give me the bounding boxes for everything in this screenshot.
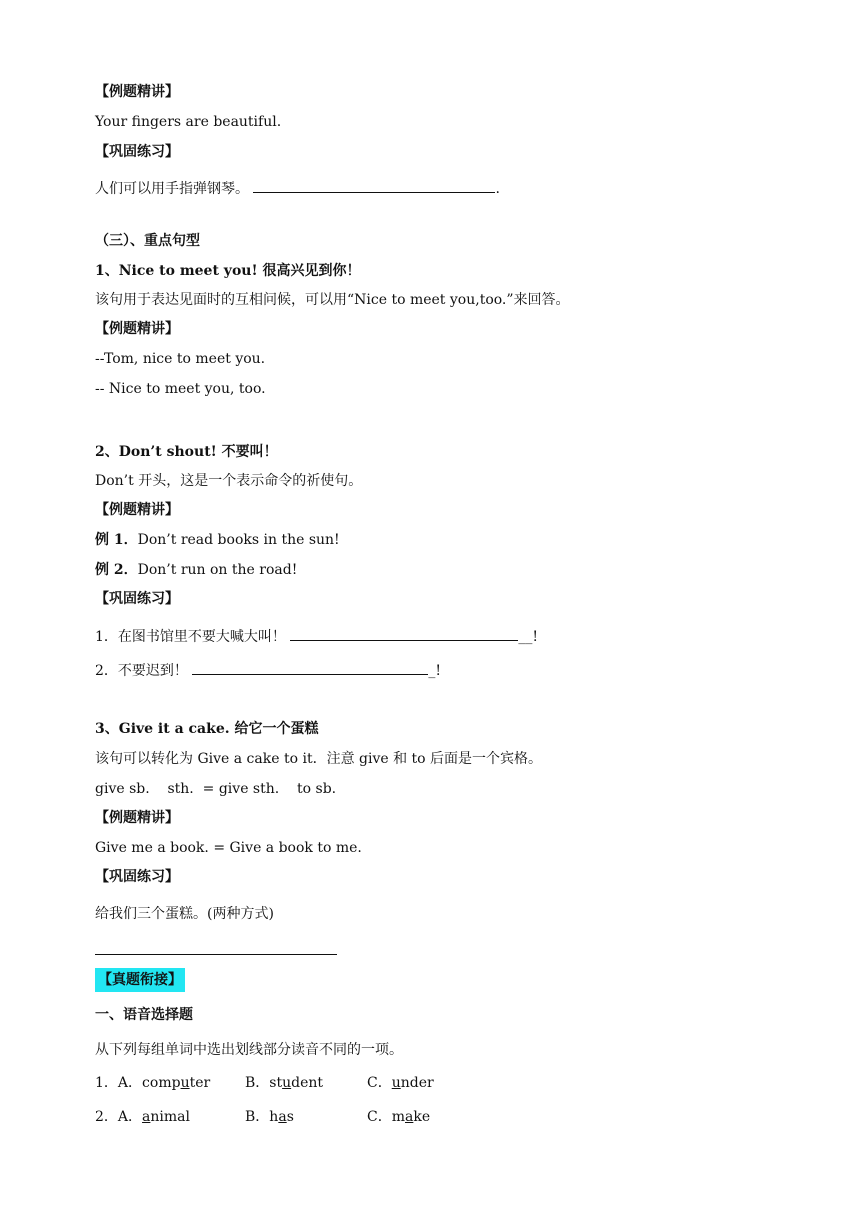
pattern-1-title: 1、Nice to meet you! 很高兴见到你！ <box>95 263 361 279</box>
option-b[interactable] <box>245 1107 367 1127</box>
answer-blank[interactable] <box>290 626 518 641</box>
option-b[interactable] <box>245 1073 367 1093</box>
question-2-end: _! <box>428 663 442 679</box>
answer-blank[interactable] <box>253 178 495 193</box>
word-part: ke <box>413 1109 431 1125</box>
section-title: （三）、重点句型 <box>95 233 200 249</box>
option-c[interactable] <box>367 1073 434 1093</box>
option-label: A． <box>117 1075 143 1091</box>
practice-heading: 【巩固练习】 <box>95 144 179 160</box>
practice-heading: 【巩固练习】 <box>95 869 179 885</box>
part-1-title: 一、语音选择题 <box>95 1007 193 1023</box>
question-row-1 <box>95 1073 434 1093</box>
example-heading: 【例题精讲】 <box>95 84 179 100</box>
option-label: C． <box>367 1109 392 1125</box>
word-part: m <box>391 1109 405 1125</box>
pattern-2-title: 2、Don’t shout! 不要叫！ <box>95 444 278 460</box>
underlined-letter: a <box>142 1109 151 1125</box>
grammar-formula: give sb. sth. = give sth. to sb. <box>95 781 337 797</box>
underlined-letter: a <box>278 1109 287 1125</box>
option-a[interactable] <box>95 1107 245 1127</box>
answer-line[interactable] <box>95 954 337 955</box>
word-part: nder <box>400 1075 434 1091</box>
practice-question-2 <box>95 660 441 681</box>
option-label: B． <box>245 1109 270 1125</box>
question-number: 1． <box>95 1075 118 1091</box>
example-1-label: 例 1． <box>95 532 138 548</box>
pattern-3-title: 3、Give it a cake. 给它一个蛋糕 <box>95 721 319 737</box>
practice-question: 给我们三个蛋糕。(两种方式) <box>95 906 274 922</box>
word-part: h <box>269 1109 279 1125</box>
real-exam-highlight: 【真题衔接】 <box>95 968 185 992</box>
option-label: C． <box>367 1075 392 1091</box>
option-label: A． <box>117 1109 143 1125</box>
word-part: st <box>269 1075 283 1091</box>
word-part: comp <box>142 1075 181 1091</box>
question-2-text: 2．不要迟到！ <box>95 663 188 679</box>
dialogue-line-2: -- Nice to meet you, too. <box>95 381 266 397</box>
pattern-1-description: 该句用于表达见面时的互相问候，可以用“Nice to meet you,too.”来回答。 <box>95 292 570 308</box>
underlined-letter: u <box>180 1075 190 1091</box>
practice-heading: 【巩固练习】 <box>95 591 179 607</box>
example-2-label: 例 2． <box>95 562 138 578</box>
answer-blank[interactable] <box>192 660 428 675</box>
option-a[interactable] <box>95 1073 245 1093</box>
practice-question <box>95 178 500 199</box>
underlined-letter: a <box>405 1109 414 1125</box>
example-2 <box>95 560 297 580</box>
pattern-2-description: Don’t 开头，这是一个表示命令的祈使句。 <box>95 473 363 489</box>
option-c[interactable] <box>367 1107 430 1127</box>
practice-question-1 <box>95 626 538 647</box>
underlined-letter: u <box>282 1075 292 1091</box>
example-heading: 【例题精讲】 <box>95 810 179 826</box>
example-2-text: Don’t run on the road! <box>137 562 298 578</box>
example-heading: 【例题精讲】 <box>95 321 179 337</box>
pattern-3-description: 该句可以转化为 Give a cake to it．注意 give 和 to 后面是一个宾格。 <box>95 751 543 767</box>
example-sentence: Your fingers are beautiful. <box>95 114 282 130</box>
example-1-text: Don’t read books in the sun! <box>137 532 340 548</box>
word-part: s <box>286 1109 294 1125</box>
underlined-letter: u <box>391 1075 401 1091</box>
instruction: 从下列每组单词中选出划线部分读音不同的一项。 <box>95 1042 403 1058</box>
question-1-text: 1．在图书馆里不要大喊大叫！ <box>95 629 286 645</box>
question-1-end: __! <box>518 629 539 645</box>
practice-question-text: 人们可以用手指弹钢琴。 <box>95 181 249 197</box>
real-exam-heading <box>95 968 185 992</box>
question-row-2 <box>95 1107 430 1127</box>
dialogue-line-1: --Tom, nice to meet you. <box>95 351 266 367</box>
example-1 <box>95 530 340 550</box>
example-heading: 【例题精讲】 <box>95 502 179 518</box>
option-label: B． <box>245 1075 270 1091</box>
word-part: dent <box>291 1075 324 1091</box>
example-sentence: Give me a book. = Give a book to me. <box>95 840 362 856</box>
practice-question-end: . <box>495 181 500 197</box>
word-part: nimal <box>150 1109 190 1125</box>
question-number: 2． <box>95 1109 118 1125</box>
word-part: ter <box>189 1075 211 1091</box>
